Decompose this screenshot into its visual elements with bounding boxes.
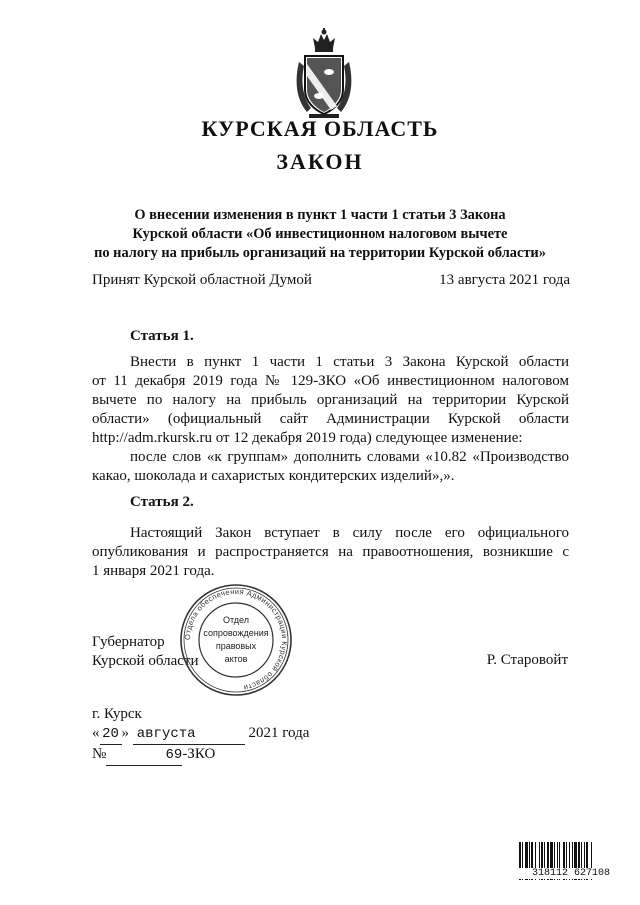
paragraph-line: http://adm.rkursk.ru от 12 декабря 2019 года) следующее изменение:	[92, 430, 523, 446]
law-number-value: 69	[106, 746, 182, 766]
adopted-date: 13 августа 2021 года	[439, 272, 570, 288]
date-open-quote: «	[92, 725, 100, 741]
governor-name: Р. Старовойт	[486, 652, 568, 668]
stamp-center-line: Отдел	[222, 615, 250, 625]
paragraph-line: Внести в пункт 1 части 1 статьи 3 Закона Курской области	[130, 354, 569, 370]
place-date-block	[92, 705, 309, 766]
law-title-line: О внесении изменения в пункт 1 части 1 статьи 3 Закона	[134, 207, 506, 223]
paragraph-line: от 11 декабря 2019 года № 129-ЗКО «Об инвестиционном налоговом	[92, 373, 569, 389]
paragraph-line: Настоящий Закон вступает в силу после его официального	[130, 525, 569, 541]
document-type-heading: ЗАКОН	[276, 149, 364, 174]
article-1-title: Статья 1.	[130, 328, 194, 344]
paragraph-line: 1 января 2021 года.	[92, 563, 215, 579]
law-title-line: Курской области «Об инвестиционном налоговом вычете	[132, 226, 508, 242]
signing-year: 2021 года	[248, 725, 310, 741]
stamp-ring-text: Отдела обеспечения Администрации Курской области	[182, 586, 290, 693]
law-title-line: по налогу на прибыль организаций на территории Курской области»	[94, 245, 546, 261]
law-title	[60, 206, 580, 263]
city: г. Курск	[92, 706, 142, 722]
law-number-suffix: -ЗКО	[182, 746, 216, 762]
date-close-quote: »	[121, 725, 129, 741]
stamp-center-line: сопровождения	[203, 628, 269, 638]
stamp-center-line: актов	[224, 654, 248, 664]
barcode-number: 318112 627108	[519, 868, 623, 879]
stamp-center-line: правовых	[215, 641, 257, 651]
article-1-paragraph-2	[92, 448, 569, 486]
article-2-title: Статья 2.	[130, 494, 194, 510]
paragraph-line: опубликования и распространяется на правоотношения, возникшие с	[92, 544, 569, 560]
signing-month: августа	[133, 725, 245, 745]
paragraph-line: какао, шоколада и сахаристых кондитерских изделий»,».	[92, 468, 455, 484]
article-2-paragraph-1	[92, 524, 569, 581]
signing-day: 20	[100, 725, 122, 745]
round-seal-stamp	[178, 582, 294, 698]
law-number	[92, 745, 309, 766]
region-heading: КУРСКАЯ ОБЛАСТЬ	[201, 116, 439, 141]
paragraph-line: вычете по налогу на прибыль организаций на территории Курской	[92, 392, 569, 408]
position-line: Курской области	[92, 653, 199, 669]
article-1-paragraph-1	[92, 353, 569, 448]
adopted-by: Принят Курской областной Думой	[92, 272, 312, 288]
coat-of-arms-emblem	[293, 28, 355, 120]
signing-date	[92, 724, 309, 745]
position-line: Губернатор	[92, 634, 165, 650]
number-sign: №	[92, 746, 107, 762]
paragraph-line: после слов «к группам» дополнить словами «10.82 «Производство	[130, 449, 569, 465]
paragraph-line: области» (официальный сайт Администрации Курской области	[92, 411, 569, 427]
